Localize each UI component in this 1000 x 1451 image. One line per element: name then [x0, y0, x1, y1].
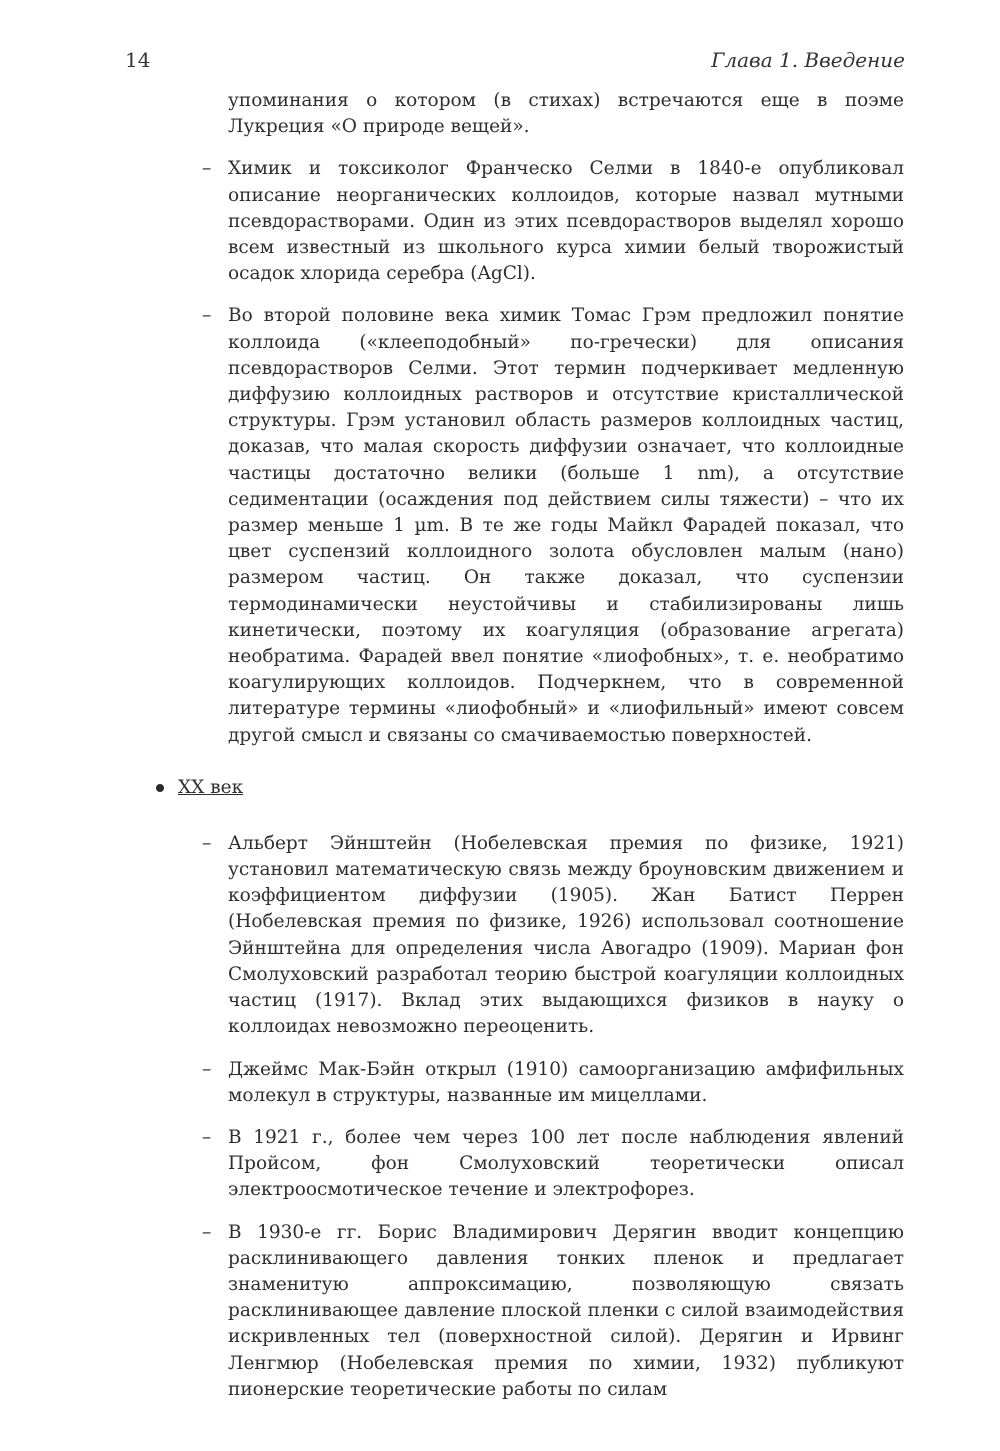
list-item-text: В 1930-е гг. Борис Владимирович Дерягин вводит концепцию расклинивающего давления тонких пленок и предлагает знаменитую аппроксимацию, позволяющую связать расклинивающее давление плоской пленки с силой взаимодействия искривленных тел (поверхностной силой). Дерягин и Ирвинг Ленгмюр (Нобелевская премия по химии, 1932) публикуют пионерские теоретические работы по силам: [228, 1221, 904, 1400]
body-text: [0, 88, 1000, 1403]
list-item: [202, 1125, 904, 1204]
page-number: 14: [125, 48, 151, 72]
list-item: [202, 303, 904, 748]
dash-marker: –: [202, 1058, 212, 1080]
continued-paragraph: упоминания о котором (в стихах) встречаются еще в поэме Лукреция «О природе вещей».: [228, 90, 904, 138]
list-item-text: Альберт Эйнштейн (Нобелевская премия по физике, 1921) установил математическую связь между броуновским движением и коэффициентом диффузии (1905). Жан Батист Перрен (Нобелевская премия по физике, 1926) использовал соотношение Эйнштейна для определения числа Авогадро (1909). Мариан фон Смолуховский разработал теорию быстрой коагуляции коллоидных частиц (1917). Вклад этих выдающихся физиков в науку о коллоидах невозможно переоценить.: [228, 832, 904, 1038]
dash-marker: –: [202, 832, 212, 854]
list-item: [202, 156, 904, 287]
dash-marker: –: [202, 1126, 212, 1148]
list-item-text: Во второй половине века химик Томас Грэм предложил понятие коллоида («клееподобный» по-гречески) для описания псевдорастворов Селми. Этот термин подчеркивает медленную диффузию коллоидных растворов и отсутствие кристаллической структуры. Грэм установил область размеров коллоидных частиц, доказав, что малая скорость диффузии означает, что коллоидные частицы достаточно велики (больше 1 nm), а отсутствие седиментации (осаждения под действием силы тяжести) – что их размер меньше 1 µm. В те же годы Майкл Фарадей показал, что цвет суспензий коллоидного золота обусловлен малым (нано) размером частиц. Он также доказал, что суспензии термодинамически неустойчивы и стабилизированы лишь кинетически, поэтому их коагуляция (образование агрегата) необратима. Фарадей ввел понятие «лиофобных», т. е. необратимо коагулирующих коллоидов. Подчеркнем, что в современной литературе термины «лиофобный» и «лиофильный» имеют совсем другой смысл и связаны со смачиваемостью поверхностей.: [228, 305, 904, 746]
running-head: [125, 48, 905, 76]
chapter-title: Глава 1. Введение: [711, 48, 905, 72]
bullet-icon: [156, 784, 164, 792]
dash-marker: –: [202, 305, 212, 327]
dash-marker: –: [202, 1221, 212, 1243]
section-heading-xx-century: [178, 775, 1000, 801]
section-title: XX век: [178, 776, 244, 798]
list-item-text: Джеймс Мак-Бэйн открыл (1910) самоорганизацию амфифильных молекул в структуры, названные им мицеллами.: [228, 1058, 904, 1106]
dash-marker: –: [202, 158, 212, 180]
list-item-text: Химик и токсиколог Франческо Селми в 1840-е опубликовал описание неорганических коллоидов, которые назвал мутными псевдорастворами. Один из этих псевдорастворов выделял хорошо всем известный из школьного курса химии белый творожистый осадок хлорида серебра (AgCl).: [228, 158, 904, 285]
list-item-text: В 1921 г., более чем через 100 лет после наблюдения явлений Пройсом, фон Смолуховский теоретически описал электроосмотическое течение и электрофорез.: [228, 1126, 904, 1201]
list-item: [202, 831, 904, 1041]
list-item: [202, 1220, 904, 1403]
list-item: [202, 1057, 904, 1109]
